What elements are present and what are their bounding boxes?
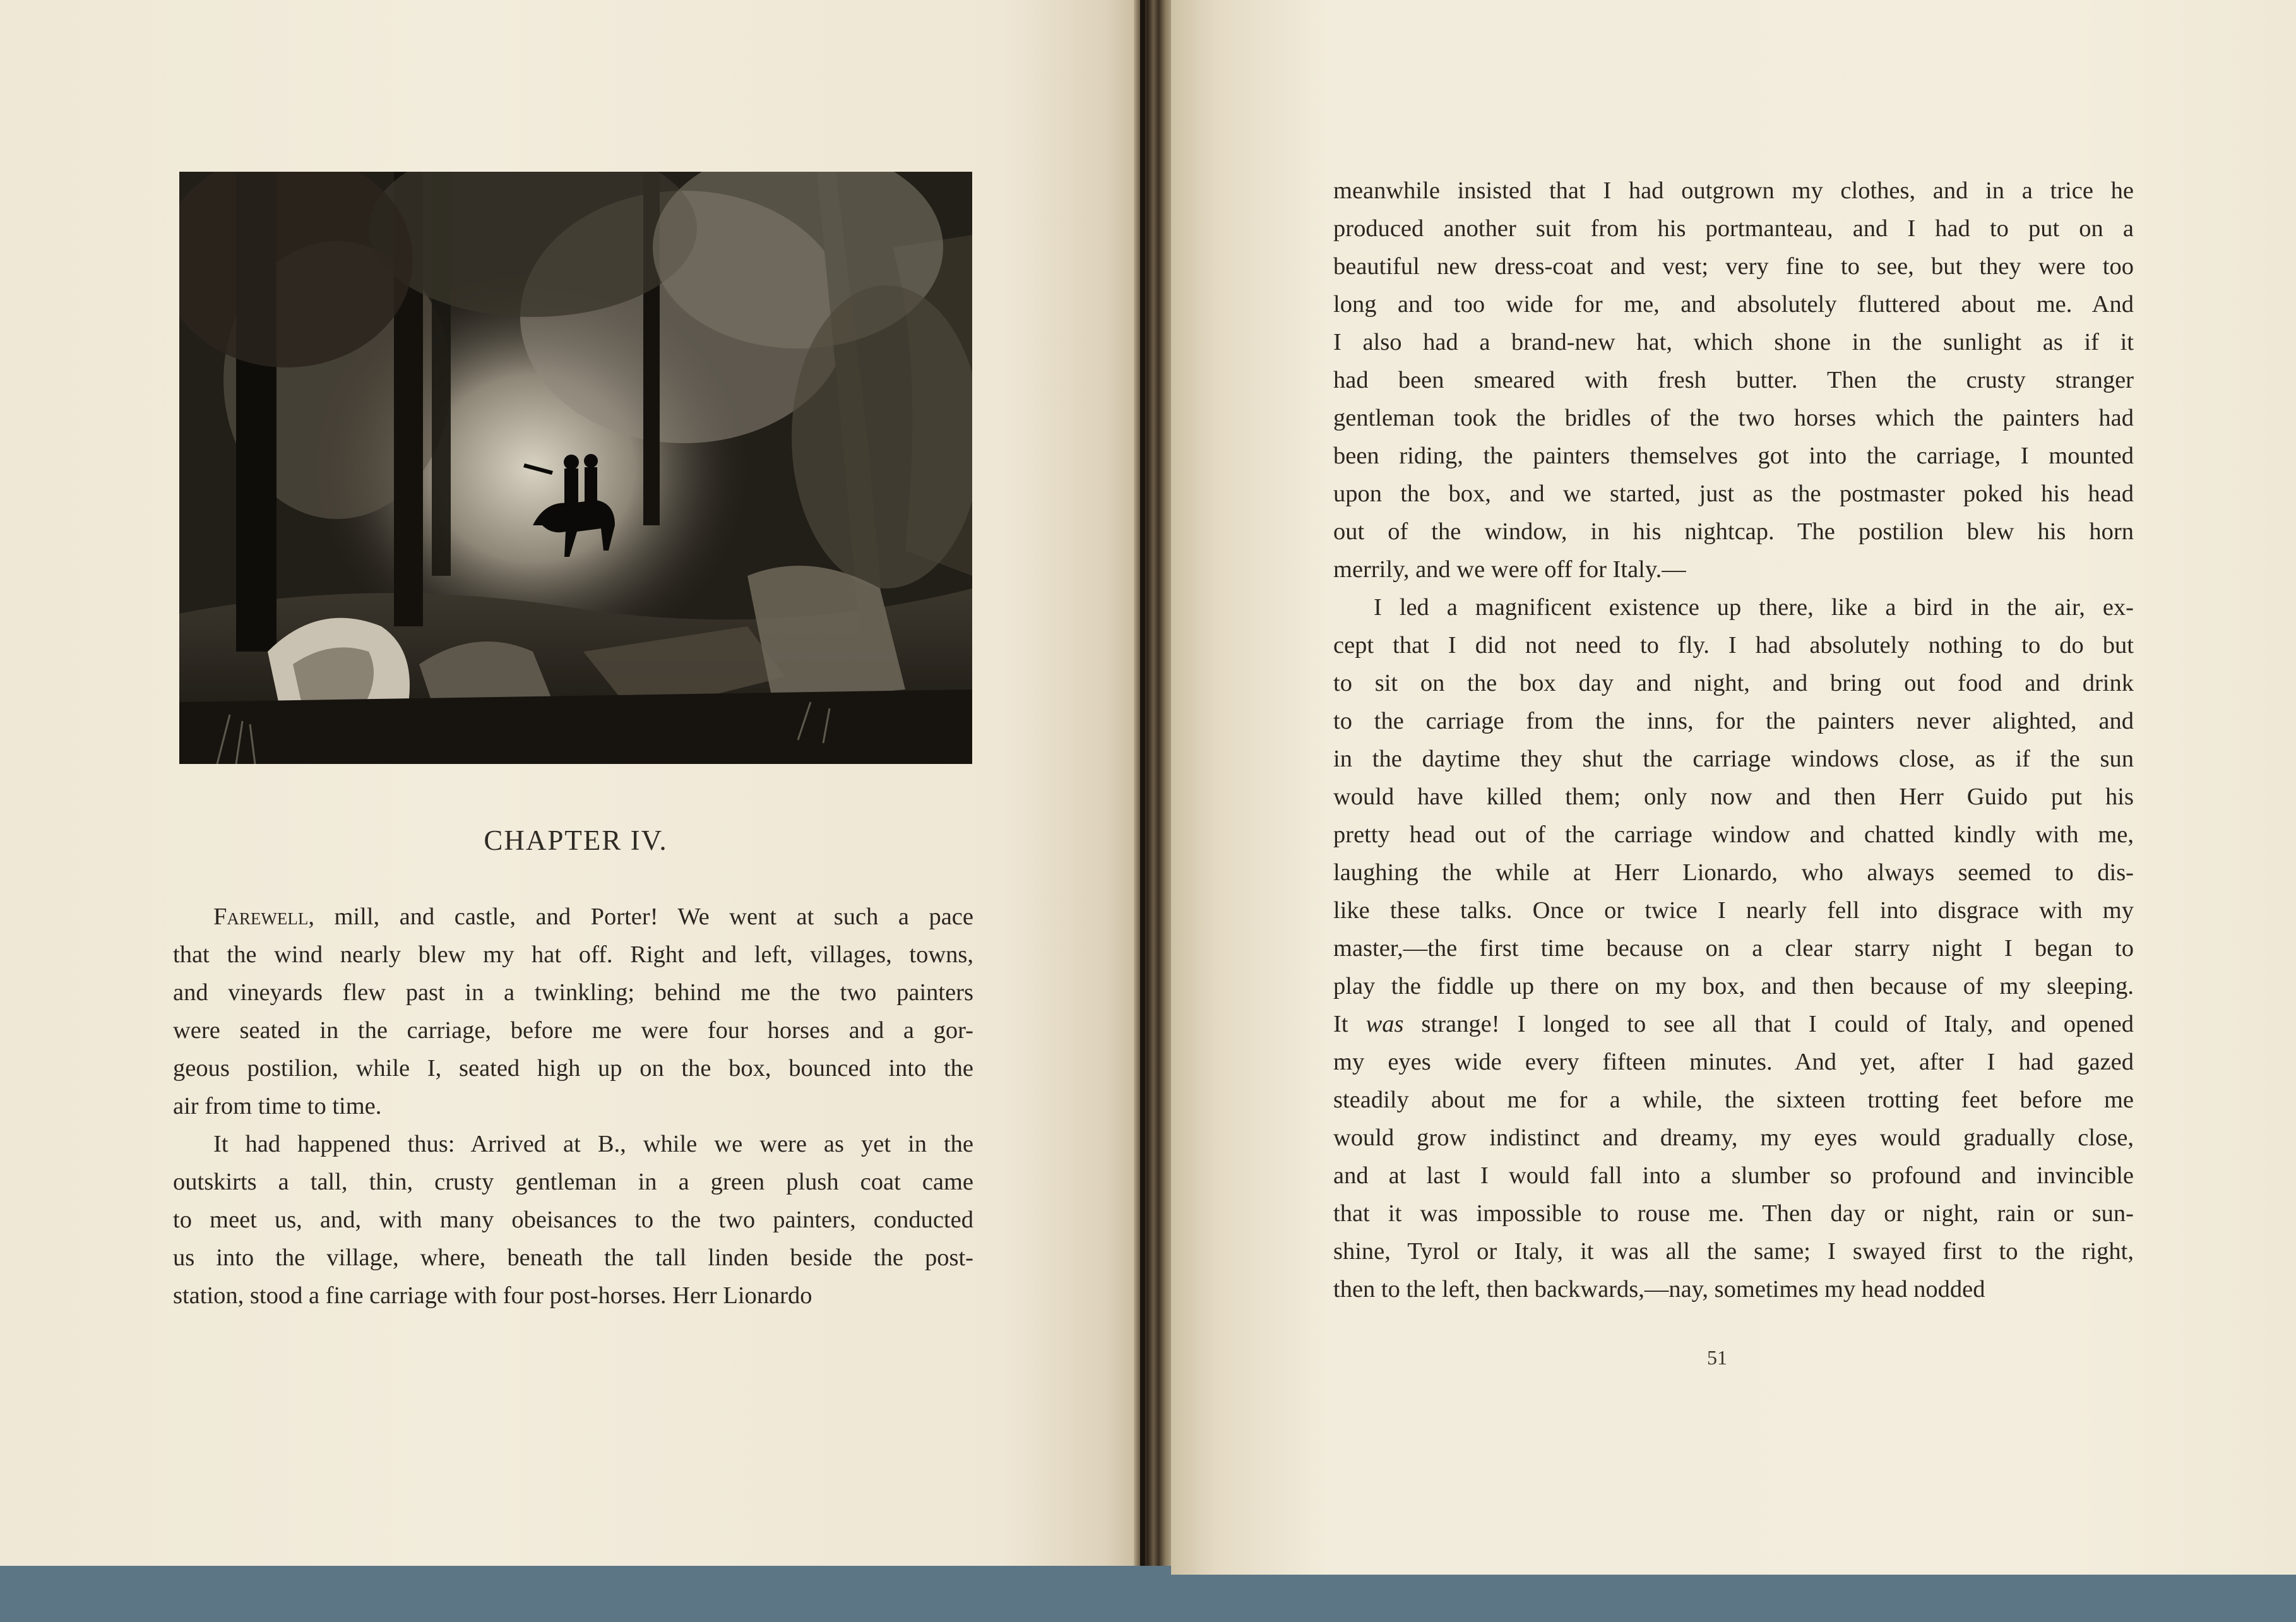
text-line: [1333, 475, 2134, 513]
text-line: [1333, 854, 2134, 892]
line-text: master,—the first time because on a clear starry night I began to: [1333, 935, 2134, 962]
line-text: to sit on the box day and night, and bring out food and drink: [1333, 670, 2134, 696]
text-line: [1333, 1157, 2134, 1195]
text-line: [1333, 1005, 2134, 1043]
line-text: , mill, and castle, and Porter! We went at such a pace: [308, 903, 973, 930]
text-line: [1333, 285, 2134, 323]
line-text: us into the village, where, beneath the tall linden beside the post-: [173, 1244, 973, 1271]
text-line: [1333, 1119, 2134, 1157]
forest-riders-illustration: [179, 172, 972, 764]
line-text: would have killed them; only now and then Herr Guido put his: [1333, 784, 2134, 810]
text-line: [1333, 740, 2134, 778]
text-line: [1333, 1270, 2134, 1308]
text-line: [173, 1011, 973, 1049]
line-text: I also had a brand-new hat, which shone in the sunlight as if it: [1333, 329, 2134, 355]
line-text: to the carriage from the inns, for the painters never alighted, and: [1333, 708, 2134, 734]
line-text: that the wind nearly blew my hat off. Right and left, villages, towns,: [173, 941, 973, 968]
text-line: [1333, 437, 2134, 475]
text-line: [1333, 1195, 2134, 1232]
line-text: merrily, and we were off for Italy.—: [1333, 556, 1686, 583]
chapter-heading: CHAPTER IV.: [484, 825, 668, 856]
gutter-shadow: [1140, 0, 1145, 1566]
text-line: [173, 1049, 973, 1087]
text-line: [1333, 929, 2134, 967]
right-body-text: [1333, 172, 2134, 1308]
line-text: strange! I longed to see all that I could of Italy, and opened: [1403, 1011, 2134, 1037]
line-text: and at last I would fall into a slumber so profound and invincible: [1333, 1162, 2134, 1189]
text-line: [173, 898, 973, 936]
left-page: [0, 0, 1139, 1566]
line-text: like these talks. Once or twice I nearly fell into disgrace with my: [1333, 897, 2134, 924]
line-text: beautiful new dress-coat and vest; very fine to see, but they were too: [1333, 253, 2134, 280]
line-text: in the daytime they shut the carriage windows close, as if the sun: [1333, 746, 2134, 772]
right-page: [1171, 0, 2296, 1575]
italic-word: was: [1365, 1011, 1404, 1037]
text-line: [1333, 664, 2134, 702]
text-line: [173, 936, 973, 974]
text-line: [173, 1201, 973, 1239]
line-text: play the fiddle up there on my box, and then because of my sleeping.: [1333, 973, 2134, 999]
text-line: [1333, 702, 2134, 740]
line-text: station, stood a fine carriage with four post-horses. Herr Lionardo: [173, 1282, 812, 1309]
text-line: [1333, 1232, 2134, 1270]
text-line: [1333, 892, 2134, 929]
text-line: [1333, 172, 2134, 210]
line-text: gentleman took the bridles of the two horses which the painters had: [1333, 405, 2134, 431]
smallcaps-lead-word: Farewell: [213, 903, 309, 930]
line-text: then to the left, then backwards,—nay, sometimes my head nodded: [1333, 1276, 1985, 1303]
line-text: It had happened thus: Arrived at B., while we were as yet in the: [213, 1131, 973, 1157]
text-line: [1333, 323, 2134, 361]
line-text: shine, Tyrol or Italy, it was all the same; I swayed first to the right,: [1333, 1238, 2134, 1265]
line-text: cept that I did not need to fly. I had absolutely nothing to do but: [1333, 632, 2134, 659]
line-text: pretty head out of the carriage window and chatted kindly with me,: [1333, 821, 2134, 848]
text-line: [173, 1163, 973, 1201]
line-text: out of the window, in his nightcap. The postilion blew his horn: [1333, 518, 2134, 545]
line-text: upon the box, and we started, just as the postmaster poked his head: [1333, 480, 2134, 507]
text-line: [1333, 626, 2134, 664]
text-line: [1333, 399, 2134, 437]
text-line: [173, 1125, 973, 1163]
line-text: I led a magnificent existence up there, like a bird in the air, ex-: [1374, 594, 2134, 621]
text-line: [173, 1087, 973, 1125]
line-text: my eyes wide every fifteen minutes. And yet, after I had gazed: [1333, 1049, 2134, 1075]
text-line: [173, 1239, 973, 1277]
engraving-image: [179, 172, 972, 764]
line-text: that it was impossible to rouse me. Then day or night, rain or sun-: [1333, 1200, 2134, 1227]
line-text: meanwhile insisted that I had outgrown my clothes, and in a trice he: [1333, 177, 2134, 204]
line-text: were seated in the carriage, before me were four horses and a gor-: [173, 1017, 973, 1044]
line-text: would grow indistinct and dreamy, my eyes would gradually close,: [1333, 1124, 2134, 1151]
line-text: steadily about me for a while, the sixteen trotting feet before me: [1333, 1087, 2134, 1113]
text-line: [1333, 816, 2134, 854]
text-line: [1333, 513, 2134, 551]
line-text: geous postilion, while I, seated high up on the box, bounced into the: [173, 1055, 973, 1082]
line-text: outskirts a tall, thin, crusty gentleman in a green plush coat came: [173, 1169, 973, 1195]
line-text: to meet us, and, with many obeisances to the two painters, conducted: [173, 1207, 973, 1233]
text-line: [1333, 778, 2134, 816]
line-text: produced another suit from his portmanteau, and I had to put on a: [1333, 215, 2134, 242]
text-line: [173, 974, 973, 1011]
line-text: had been smeared with fresh butter. Then the crusty stranger: [1333, 367, 2134, 393]
line-text: been riding, the painters themselves got into the carriage, I mounted: [1333, 443, 2134, 469]
text-line: [1333, 361, 2134, 399]
text-line: [1333, 551, 2134, 588]
page-number: 51: [1707, 1346, 1727, 1369]
text-line: [1333, 247, 2134, 285]
line-text: long and too wide for me, and absolutely fluttered about me. And: [1333, 291, 2134, 318]
line-text: air from time to time.: [173, 1093, 382, 1119]
line-prefix: It: [1333, 1011, 1366, 1037]
line-text: and vineyards flew past in a twinkling; behind me the two painters: [173, 979, 973, 1006]
text-line: [173, 1277, 973, 1315]
text-line: [1333, 1081, 2134, 1119]
text-line: [1333, 210, 2134, 247]
text-line: [1333, 588, 2134, 626]
left-body-text: [173, 898, 973, 1315]
text-line: [1333, 1043, 2134, 1081]
line-text: laughing the while at Herr Lionardo, who always seemed to dis-: [1333, 859, 2134, 886]
text-line: [1333, 967, 2134, 1005]
